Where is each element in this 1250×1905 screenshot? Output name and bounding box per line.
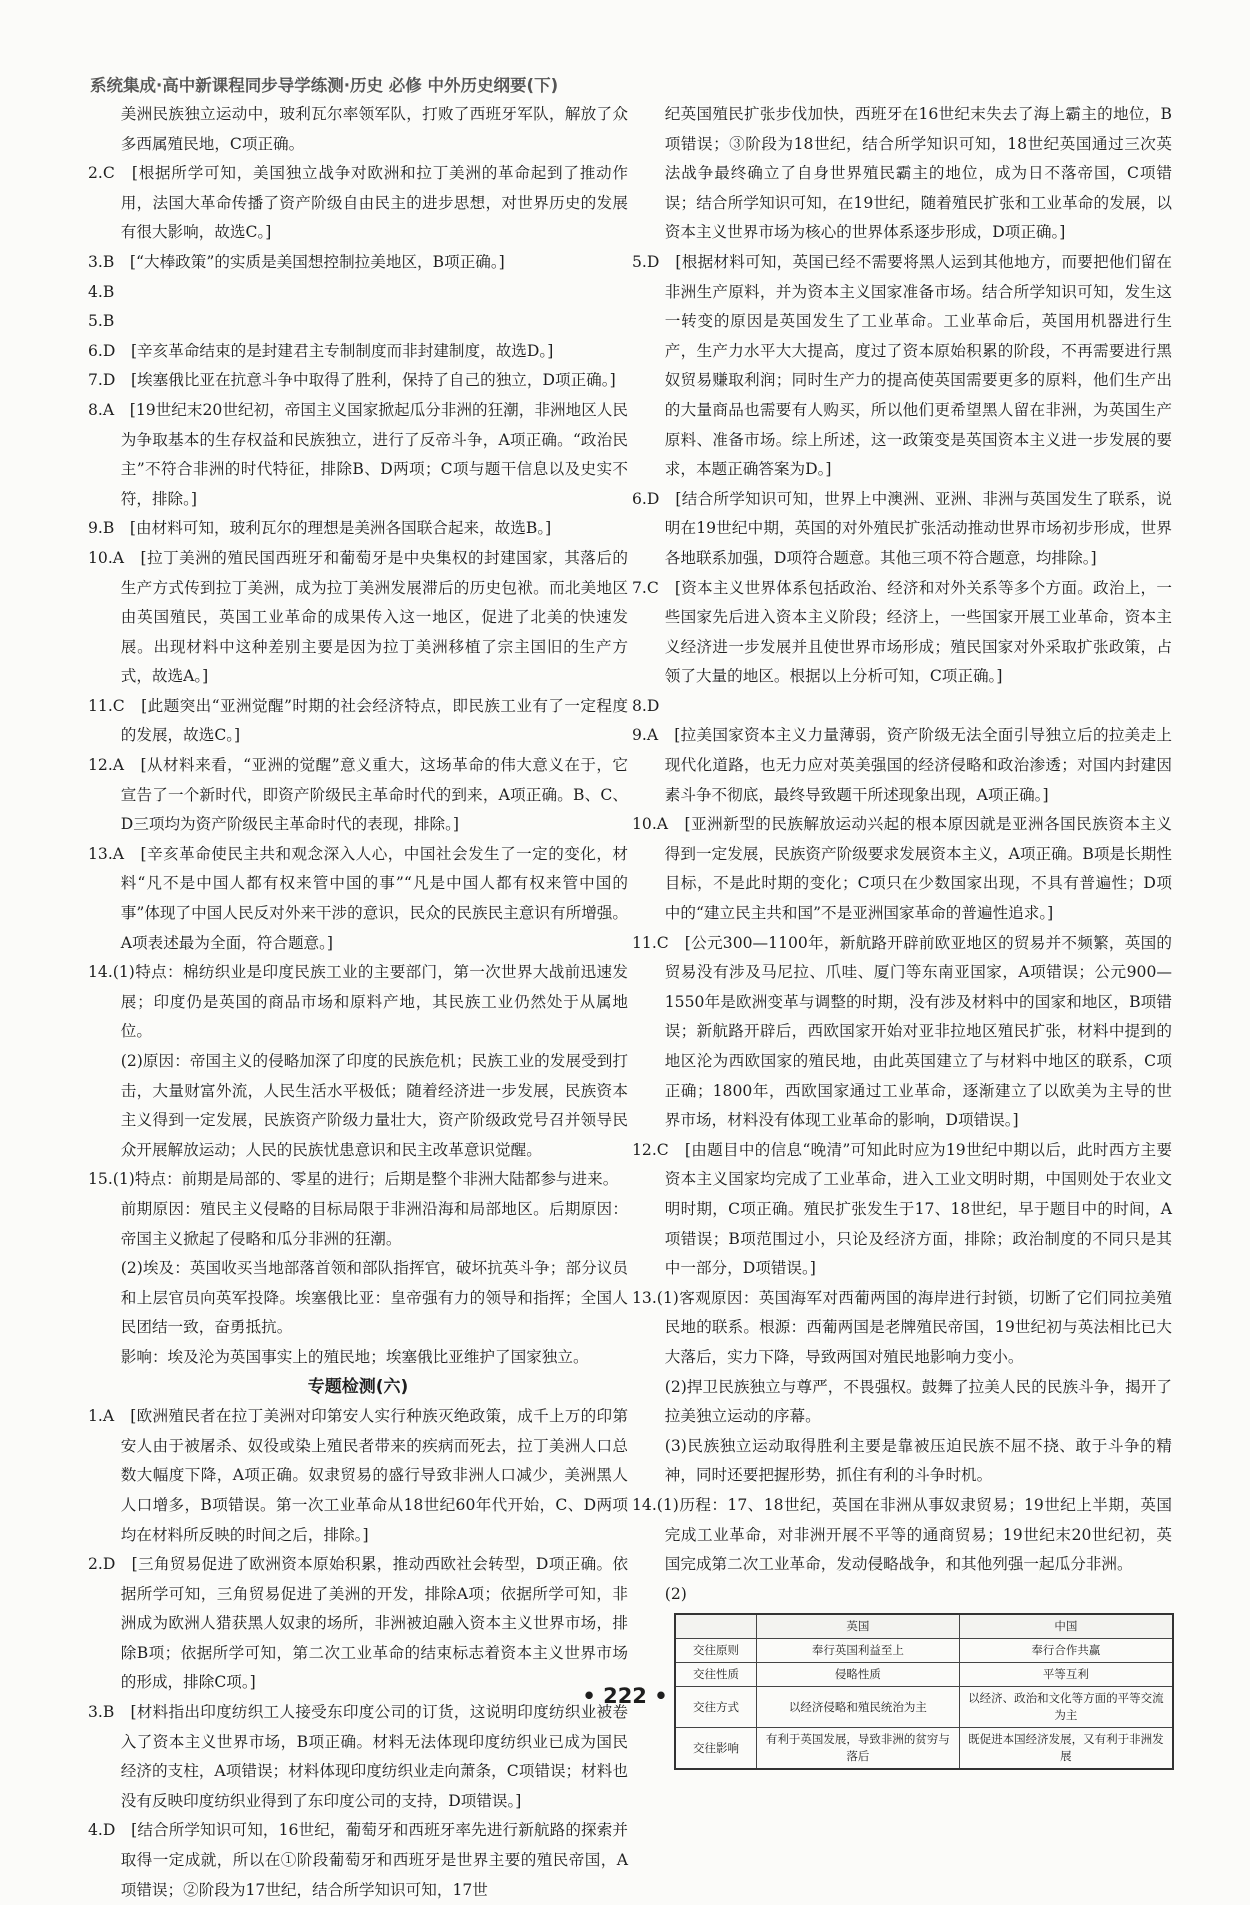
- answer-paragraph: 9.B [由材料可知，玻利瓦尔的理想是美洲各国联合起来，故选B。]: [88, 519, 552, 538]
- answer-paragraph: 11.C [公元300—1100年，新航路开辟前欧亚地区的贸易并不频繁，英国的贸易没有涉及马尼拉、爪哇、厦门等东南亚国家，A项错误；公元900—1550年是欧洲变革与调整的时期，没有涉及材料中的国家和地区，B项错误；新航路开辟后，西欧国家开始对亚非拉地区殖民扩张，材料中提到的地区沦为西欧国家的殖民地，由此英国建立了与材料中地区的联系，C项正确；1800年，西欧国家通过工业革命，逐渐建立了以欧美为主导的世界市场，材料没有体现工业革命的影响，D项错误。]: [632, 933, 1172, 1130]
- table-row: [675, 1728, 1173, 1770]
- answer-paragraph: 7.C [资本主义世界体系包括政治、经济和对外关系等多个方面。政治上，一些国家先后进入资本主义阶段；经济上，一些国家开展工业革命，资本主义经济进一步发展并且使世界市场形成；殖民国家对外采取扩张政策，占领了大量的地区。根据以上分析可知，C项正确。]: [632, 578, 1172, 686]
- answer-paragraph: 4.B: [88, 282, 115, 301]
- table-cell: 以经济侵略和殖民统治为主: [757, 1687, 960, 1728]
- answer-paragraph: 5.B: [88, 312, 115, 331]
- answer-paragraph: 5.D [根据材料可知，英国已经不需要将黑人运到其他地方，而要把他们留在非洲生产原料，并为资本主义国家准备市场。结合所学知识可知，发生这一转变的原因是英国发生了工业革命。工业革命后，英国用机器进行生产，生产力水平大大提高，度过了资本原始积累的阶段，不再需要进行黑奴贸易赚取利润；同时生产力的提高使英国需要更多的原料，他们生产出的大量商品也需要有人购买，所以他们更希望黑人留在非洲，为英国生产原料、准备市场。综上所述，这一政策变是英国资本主义进一步发展的要求，本题正确答案为D。]: [632, 252, 1172, 479]
- answer-paragraph: 8.A [19世纪末20世纪初，帝国主义国家掀起瓜分非洲的狂潮，非洲地区人民为争取基本的生存权益和民族独立，进行了反帝斗争，A项正确。“政治民主”不符合非洲的时代特征，排除B、D两项；C项与题干信息以及史实不符，排除。]: [88, 400, 628, 508]
- table-cell: 奉行英国利益至上: [757, 1639, 960, 1663]
- answer-paragraph: 纪英国殖民扩张步伐加快，西班牙在16世纪末失去了海上霸主的地位，B项错误；③阶段为18世纪，结合所学知识可知，18世纪英国通过三次英法战争最终确立了自身世界殖民霸主的地位，成为日不落帝国，C项错误；结合所学知识可知，在19世纪，随着殖民扩张和工业革命的发展，以资本主义世界市场为核心的世界体系逐步形成，D项正确。]: [664, 105, 1172, 242]
- answer-paragraph: 13.(1)客观原因：英国海军对西葡两国的海岸进行封锁，切断了它们同拉美殖民地的联系。根源：西葡两国是老牌殖民帝国，19世纪初与英法相比已大大落后，实力下降，导致两国对殖民地影响力变小。: [632, 1288, 1172, 1366]
- answer-paragraph: 4.D [结合所学知识可知，16世纪，葡萄牙和西班牙率先进行新航路的探索并取得一定成就，所以在①阶段葡萄牙和西班牙是世界主要的殖民帝国，A项错误；②阶段为17世纪，结合所学知识可知，17世: [88, 1821, 628, 1899]
- answer-paragraph: (2)埃及：英国收买当地部落首领和部队指挥官，破坏抗英斗争；部分议员和上层官员向英军投降。埃塞俄比亚：皇帝强有力的领导和指挥；全国人民团结一致，奋勇抵抗。: [120, 1259, 628, 1337]
- right-column-text: [632, 100, 1172, 1609]
- answer-paragraph: 7.D [埃塞俄比亚在抗意斗争中取得了胜利，保持了自己的独立，D项正确。]: [88, 371, 616, 390]
- table-row: [675, 1639, 1173, 1663]
- answer-paragraph: 美洲民族独立运动中，玻利瓦尔率领军队，打败了西班牙军队，解放了众多西属殖民地，C项正确。: [120, 105, 628, 153]
- answer-paragraph: 3.B [材料指出印度纺织工人接受东印度公司的订货，这说明印度纺织业被卷入了资本主义世界市场，B项正确。材料无法体现印度纺织业已成为国民经济的支柱，A项错误；材料体现印度纺织业走向萧条，C项错误；材料也没有反映印度纺织业得到了东印度公司的支持，D项错误。]: [88, 1703, 628, 1810]
- answer-paragraph: 13.A [辛亥革命使民主共和观念深入人心，中国社会发生了一定的变化，材料“凡不是中国人都有权来管中国的事”“凡是中国人都有权来管中国的事”体现了中国人民反对外来干涉的意识，民众的民族民主意识有所增强。A项表述最为全面，符合题意。]: [88, 844, 628, 952]
- answer-paragraph: 前期原因：殖民主义侵略的目标局限于非洲沿海和局部地区。后期原因：帝国主义掀起了侵略和瓜分非洲的狂潮。: [120, 1199, 628, 1248]
- table-cell: 侵略性质: [757, 1663, 960, 1687]
- table-cell: 奉行合作共赢: [959, 1639, 1173, 1663]
- answer-paragraph: 2.D [三角贸易促进了欧洲资本原始积累，推动西欧社会转型，D项正确。依据所学可知，三角贸易促进了美洲的开发，排除A项；依据所学可知，非洲成为欧洲人猎获黑人奴隶的场所，非洲被迫融入资本主义世界市场，排除B项；依据所学可知，第二次工业革命的结束标志着资本主义世界市场的形成，排除C项。]: [88, 1555, 628, 1692]
- answer-paragraph: 影响：埃及沦为英国事实上的殖民地；埃塞俄比亚维护了国家独立。: [120, 1347, 589, 1366]
- page-number: • 222 •: [582, 1684, 668, 1708]
- answer-paragraph: 14.(1)特点：棉纺织业是印度民族工业的主要部门，第一次世界大战前迅速发展；印度仍是英国的商品市场和原料产地，其民族工业仍然处于从属地位。: [88, 963, 628, 1041]
- answer-paragraph: 3.B [“大棒政策”的实质是美国想控制拉美地区，B项正确。]: [88, 252, 505, 271]
- answer-paragraph: 15.(1)特点：前期是局部的、零星的进行；后期是整个非洲大陆都参与进来。: [88, 1170, 619, 1189]
- answer-paragraph: (2)捍卫民族独立与尊严，不畏强权。鼓舞了拉美人民的民族斗争，揭开了拉美独立运动的序幕。: [664, 1377, 1172, 1426]
- answer-paragraph: (3)民族独立运动取得胜利主要是靠被压迫民族不屈不挠、敢于斗争的精神，同时还要把握形势，抓住有利的斗争时机。: [664, 1436, 1172, 1485]
- answer-paragraph: 14.(1)历程：17、18世纪，英国在非洲从事奴隶贸易；19世纪上半期，英国完成工业革命，对非洲开展不平等的通商贸易；19世纪末20世纪初，英国完成第二次工业革命，发动侵略战争，和其他列强一起瓜分非洲。: [632, 1495, 1172, 1574]
- answer-paragraph: 10.A [拉丁美洲的殖民国西班牙和葡萄牙是中央集权的封建国家，其落后的生产方式传到拉丁美洲，成为拉丁美洲发展滞后的历史包袱。而北美地区由英国殖民，英国工业革命的成果传入这一地区，促进了北美的快速发展。出现材料中这种差别主要是因为拉丁美洲移植了宗主国旧的生产方式，故选A。]: [88, 548, 628, 686]
- answer-paragraph: 10.A [亚洲新型的民族解放运动兴起的根本原因就是亚洲各国民族资本主义得到一定发展，民族资产阶级要求发展资本主义，A项正确。B项是长期性目标，不是此时期的变化；C项只在少数国家出现，不具有普遍性；D项中的“建立民主共和国”不是亚洲国家革命的普遍性追求。]: [632, 815, 1172, 923]
- page-header: 系统集成·高中新课程同步导学练测·历史 必修 中外历史纲要(下): [90, 76, 559, 95]
- section-title: 专题检测(六): [307, 1376, 409, 1397]
- answer-paragraph: 8.D: [632, 696, 660, 715]
- table-header-cell: 中国: [959, 1614, 1173, 1639]
- answer-paragraph: 1.A [欧洲殖民者在拉丁美洲对印第安人实行种族灭绝政策，成千上万的印第安人由于被屠杀、奴役或染上殖民者带来的疾病而死去，拉丁美洲人口总数大幅度下降，A项正确。奴隶贸易的盛行导致非洲人口减少，美洲黑人人口增多，B项错误。第一次工业革命从18世纪60年代开始，C、D两项均在材料所反映的时间之后，排除。]: [88, 1407, 628, 1544]
- answer-paragraph: (2): [664, 1584, 687, 1603]
- table-cell: 有利于英国发展，导致非洲的贫穷与落后: [757, 1728, 960, 1770]
- left-column: [88, 100, 628, 1905]
- answer-paragraph: 6.D [结合所学知识可知，世界上中澳洲、亚洲、非洲与英国发生了联系，说明在19世纪中期，英国的对外殖民扩张活动推动世界市场初步形成，世界各地联系加强，D项符合题意。其他三项不符合题意，均排除。]: [632, 489, 1172, 567]
- answer-paragraph: 12.C [由题目中的信息“晚清”可知此时应为19世纪中期以后，此时西方主要资本主义国家均完成了工业革命，进入工业文明时期，中国则处于农业文明时期，C项正确。殖民扩张发生于17、18世纪，早于题目中的时间，A项错误；B项范围过小，只论及经济方面，排除；政治制度的不同只是其中一部分，D项错误。]: [632, 1140, 1172, 1278]
- answer-paragraph: 11.C [此题突出“亚洲觉醒”时期的社会经济特点，即民族工业有了一定程度的发展，故选C。]: [88, 696, 628, 745]
- right-column: [632, 100, 1172, 1770]
- answer-paragraph: 9.A [拉美国家资本主义力量薄弱，资产阶级无法全面引导独立后的拉美走上现代化道路，也无力应对英美强国的经济侵略和政治渗透；对国内封建因素斗争不彻底，最终导致题干所述现象出现，A项正确。]: [632, 726, 1172, 804]
- table-cell: 以经济、政治和文化等方面的平等交流为主: [959, 1687, 1173, 1728]
- answer-paragraph: 12.A [从材料来看，“亚洲的觉醒”意义重大，这场革命的伟大意义在于，它宣告了一个新时代，即资产阶级民主革命时代的到来，A项正确。B、C、D三项均为资产阶级民主革命时代的表现，排除。]: [88, 756, 628, 834]
- table-row-head: 交往方式: [675, 1687, 757, 1728]
- answer-paragraph: (2)原因：帝国主义的侵略加深了印度的民族危机；民族工业的发展受到打击，大量财富外流，人民生活水平极低；随着经济进一步发展，民族资本主义得到一定发展，民族资产阶级力量壮大，资产阶级政党号召并领导民众开展解放运动；人民的民族忧患意识和民主改革意识觉醒。: [120, 1052, 628, 1159]
- table-header-row: [675, 1614, 1173, 1639]
- table-cell: 既促进本国经济发展，又有利于非洲发展: [959, 1728, 1173, 1770]
- table-header-cell: 英国: [757, 1614, 960, 1639]
- table-header-cell: [675, 1614, 757, 1639]
- table-row-head: 交往性质: [675, 1663, 757, 1687]
- answer-paragraph: 6.D [辛亥革命结束的是封建君主专制制度而非封建制度，故选D。]: [88, 341, 554, 360]
- table-row-head: 交往影响: [675, 1728, 757, 1770]
- answer-paragraph: 2.C [根据所学可知，美国独立战争对欧洲和拉丁美洲的革命起到了推动作用，法国大革命传播了资产阶级自由民主的进步思想，对世界历史的发展有很大影响，故选C。]: [88, 164, 628, 242]
- table-row-head: 交往原则: [675, 1639, 757, 1663]
- table-cell: 平等互利: [959, 1663, 1173, 1687]
